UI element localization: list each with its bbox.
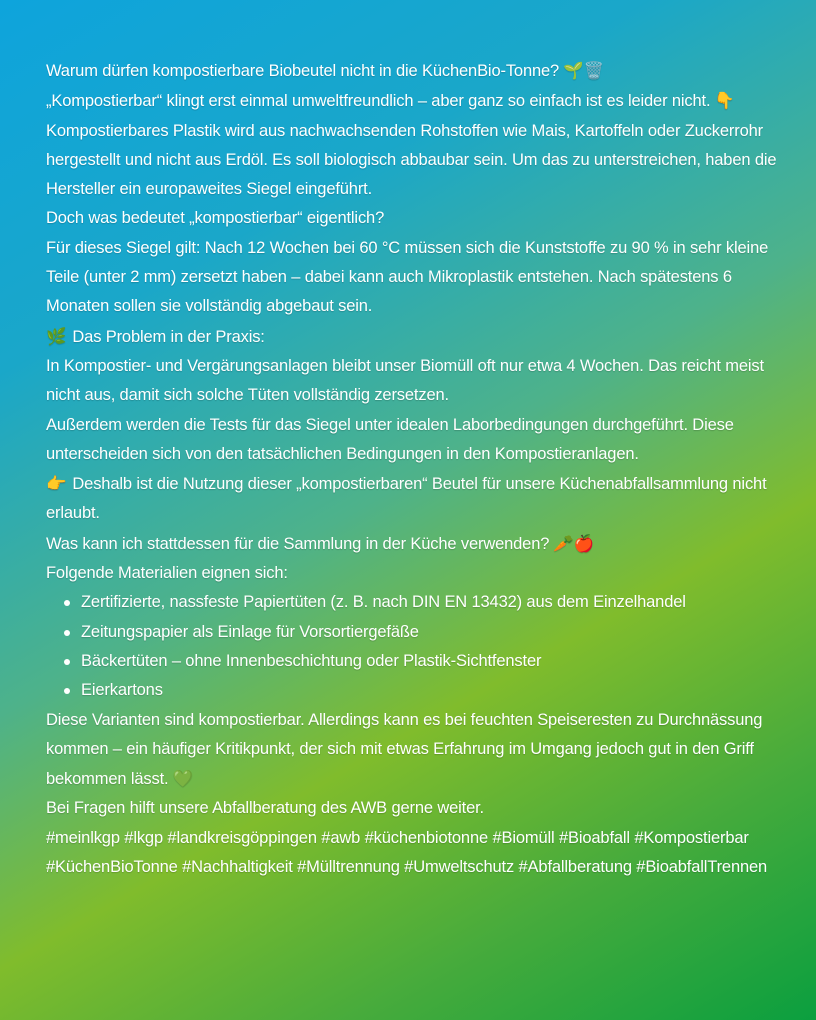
- post-text: [46, 56, 796, 882]
- leaf-emoji-icon: 🌿: [46, 326, 67, 346]
- intro-text: „Kompostierbar“ klingt erst einmal umweltfreundlich – aber ganz so einfach ist es leider nicht. 👇: [46, 86, 796, 116]
- list-item: Eierkartons: [81, 676, 796, 705]
- hashtags-line: #meinlkgp #lkgp #landkreisgöppingen #awb #küchenbiotonne #Biomüll #Bioabfall #Kompostierbar: [46, 828, 749, 847]
- seedling-trash-emoji-icon: 🌱🗑️: [563, 61, 604, 80]
- materials-list: [46, 588, 796, 705]
- question-compostable: Doch was bedeutet „kompostierbar“ eigentlich?: [46, 209, 385, 228]
- green-heart-emoji-icon: 💚: [172, 769, 193, 789]
- paragraph-seal-rules: Für dieses Siegel gilt: Nach 12 Wochen bei 60 °C müssen sich die Kunststoffe zu 90 % in sehr kleine Teile (unter 2 mm) zersetzt haben – dabei kann auch Mikroplastik entstehen. Nach spätestens 6 Monaten sollen sie vollständig abgebaut sein.: [46, 238, 769, 316]
- post-title: Warum dürfen kompostierbare Biobeutel nicht in die KüchenBio-Tonne? 🌱🗑️: [46, 56, 796, 86]
- paragraph-composting-time: In Kompostier- und Vergärungsanlagen bleibt unser Biomüll oft nur etwa 4 Wochen. Das reicht meist nicht aus, damit sich solche Tüten vollständig zersetzen.: [46, 356, 764, 405]
- paragraph-lab-conditions: Außerdem werden die Tests für das Siegel unter idealen Laborbedingungen durchgeführt. Diese unterscheiden sich von den tatsächlichen Bedingungen in den Kompostieranlagen.: [46, 415, 734, 463]
- pointing-right-emoji-icon: 👉: [46, 474, 67, 494]
- pointing-down-emoji-icon: 👇: [714, 91, 735, 111]
- paragraph-variants: Diese Varianten sind kompostierbar. Allerdings kann es bei feuchten Speiseresten zu Durchnässung kommen – ein häufiger Kritikpunkt, der sich mit etwas Erfahrung im Umgang jedoch gut in den Griff bekommen lässt. 💚: [46, 706, 796, 795]
- materials-intro: Folgende Materialien eignen sich:: [46, 564, 288, 583]
- list-item: Bäckertüten – ohne Innenbeschichtung oder Plastik-Sichtfenster: [81, 647, 796, 676]
- hashtags: [46, 824, 796, 883]
- paragraph-bioplastic: Kompostierbares Plastik wird aus nachwachsenden Rohstoffen wie Mais, Kartoffeln oder Zuckerrohr hergestellt und nicht aus Erdöl. Es soll biologisch abbaubar sein. Um das zu unterstreichen, haben die Hersteller ein europaweites Siegel eingeführt.: [46, 121, 777, 199]
- list-item: Zertifizierte, nassfeste Papiertüten (z. B. nach DIN EN 13432) aus dem Einzelhandel: [81, 588, 796, 617]
- hashtags-line: #KüchenBioTonne #Nachhaltigkeit #Mülltrennung #Umweltschutz #Abfallberatung #BioabfallTrennen: [46, 858, 768, 877]
- carrot-apple-emoji-icon: 🥕🍎: [553, 533, 595, 553]
- contact-text: Bei Fragen hilft unsere Abfallberatung des AWB gerne weiter.: [46, 799, 484, 818]
- alternatives-question: Was kann ich stattdessen für die Sammlung in der Küche verwenden? 🥕🍎: [46, 529, 796, 559]
- list-item: Zeitungspapier als Einlage für Vorsortiergefäße: [81, 618, 796, 647]
- conclusion-text: 👉 Deshalb ist die Nutzung dieser „kompostierbaren“ Beutel für unsere Küchenabfallsammlung nicht erlaubt.: [46, 469, 796, 529]
- problem-heading: 🌿 Das Problem in der Praxis:: [46, 322, 796, 352]
